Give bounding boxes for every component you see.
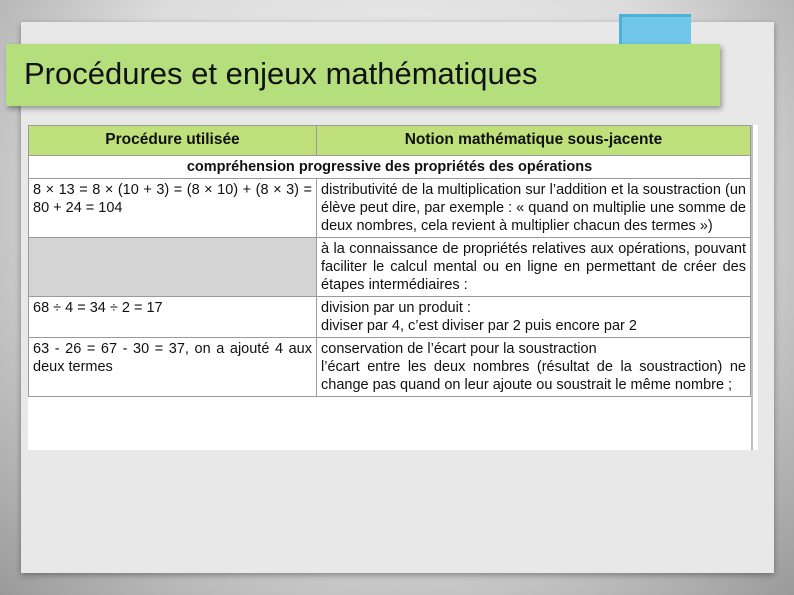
title-bar bbox=[6, 44, 720, 106]
procedure-cell-empty bbox=[29, 238, 317, 297]
notion-cell bbox=[317, 297, 751, 338]
procedures-table bbox=[28, 125, 751, 397]
slide-title: Procédures et enjeux mathématiques bbox=[24, 56, 538, 91]
notion-line: conservation de l’écart pour la soustraction bbox=[321, 341, 597, 357]
header-procedure: Procédure utilisée bbox=[29, 126, 317, 156]
section-heading: compréhension progressive des propriétés des opérations bbox=[29, 156, 751, 179]
notion-line: l’écart entre les deux nombres (résultat de la soustraction) ne change pas quand on leur ajoute ou soustrait le même nombre ; bbox=[321, 359, 746, 393]
notion-cell bbox=[317, 179, 751, 238]
section-row bbox=[29, 156, 751, 179]
table-row bbox=[29, 179, 751, 238]
table-row bbox=[29, 238, 751, 297]
notion-line: division par un produit : bbox=[321, 300, 471, 316]
table-edge-shadow bbox=[751, 125, 753, 450]
procedure-cell: 68 ÷ 4 = 34 ÷ 2 = 17 bbox=[29, 297, 317, 338]
notion-line: distributivité de la multiplication sur l’addition et la soustraction (un élève peut dire, par exemple : « quand on multiplie une somme de deux nombres, cela revient à multiplier chacun des termes ») bbox=[321, 182, 746, 234]
notion-line: diviser par 4, c’est diviser par 2 puis encore par 2 bbox=[321, 318, 637, 334]
table-row bbox=[29, 297, 751, 338]
procedure-cell: 8 × 13 = 8 × (10 + 3) = (8 × 10) + (8 × 3) = 80 + 24 = 104 bbox=[29, 179, 317, 238]
content-table-container bbox=[28, 125, 758, 450]
notion-line: à la connaissance de propriétés relatives aux opérations, pouvant faciliter le calcul mental ou en ligne en permettant de créer des étapes intermédiaires : bbox=[321, 241, 746, 293]
table-row bbox=[29, 338, 751, 397]
table-header-row bbox=[29, 126, 751, 156]
notion-cell bbox=[317, 238, 751, 297]
header-notion: Notion mathématique sous-jacente bbox=[317, 126, 751, 156]
procedure-cell: 63 - 26 = 67 - 30 = 37, on a ajouté 4 aux deux termes bbox=[29, 338, 317, 397]
notion-cell bbox=[317, 338, 751, 397]
